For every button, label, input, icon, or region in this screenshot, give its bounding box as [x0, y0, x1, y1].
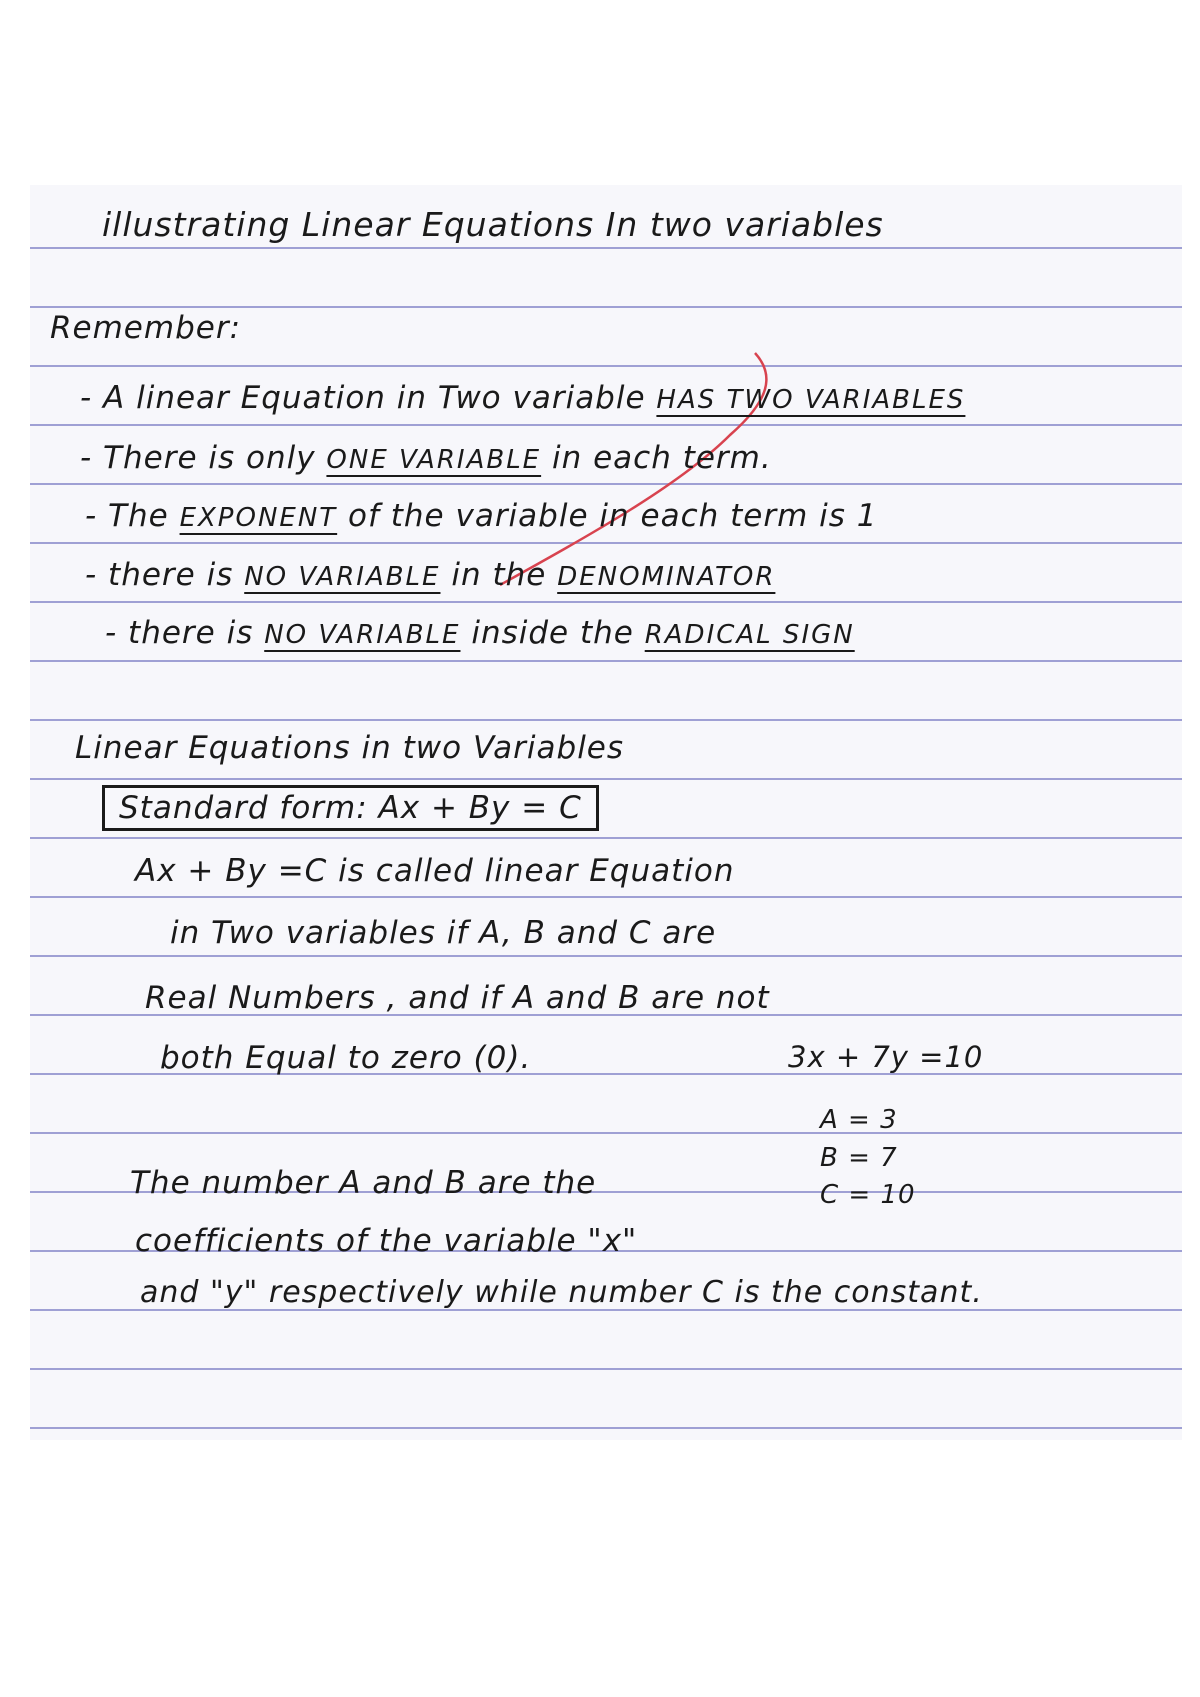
ruled-line [30, 247, 1182, 249]
ruled-line [30, 365, 1182, 367]
example-a: A = 3 [820, 1105, 898, 1135]
closing-line-3: and "y" respectively while number C is the constant. [140, 1275, 983, 1310]
rule-item-2: - There is only ONE VARIABLE in each term. [80, 440, 772, 476]
rule-item-3: - The EXPONENT of the variable in each term is 1 [85, 498, 878, 534]
page-title: illustrating Linear Equations In two variables [102, 205, 884, 244]
rule-item-5: - there is NO VARIABLE inside the RADICAL SIGN [105, 615, 855, 651]
ruled-line [30, 306, 1182, 308]
definition-line-2: in Two variables if A, B and C are [170, 915, 717, 951]
ruled-line [30, 837, 1182, 839]
ruled-line [30, 424, 1182, 426]
section-heading: Linear Equations in two Variables [75, 730, 625, 766]
definition-line-4: both Equal to zero (0). [160, 1040, 532, 1076]
closing-line-2: coefficients of the variable "x" [135, 1223, 638, 1259]
example-b: B = 7 [820, 1143, 898, 1173]
closing-line-1: The number A and B are the [130, 1165, 597, 1201]
rule-item-1: - A linear Equation in Two variable HAS TWO VARIABLES [80, 380, 966, 416]
ruled-line [30, 1427, 1182, 1429]
ruled-line [30, 1368, 1182, 1370]
ruled-line [30, 660, 1182, 662]
ruled-line [30, 719, 1182, 721]
notebook-page [30, 185, 1182, 1440]
example-c: C = 10 [820, 1180, 916, 1210]
example-equation: 3x + 7y =10 [788, 1040, 984, 1074]
ruled-line [30, 483, 1182, 485]
rule-item-4: - there is NO VARIABLE in the DENOMINATOR [85, 557, 776, 593]
ruled-line [30, 542, 1182, 544]
ruled-line [30, 778, 1182, 780]
definition-line-3: Real Numbers , and if A and B are not [145, 980, 770, 1016]
ruled-line [30, 1132, 1182, 1134]
definition-line-1: Ax + By =C is called linear Equation [135, 853, 735, 889]
standard-form-box: Standard form: Ax + By = C [102, 785, 599, 831]
ruled-line [30, 896, 1182, 898]
ruled-line [30, 601, 1182, 603]
remember-heading: Remember: [50, 310, 242, 346]
ruled-line [30, 955, 1182, 957]
